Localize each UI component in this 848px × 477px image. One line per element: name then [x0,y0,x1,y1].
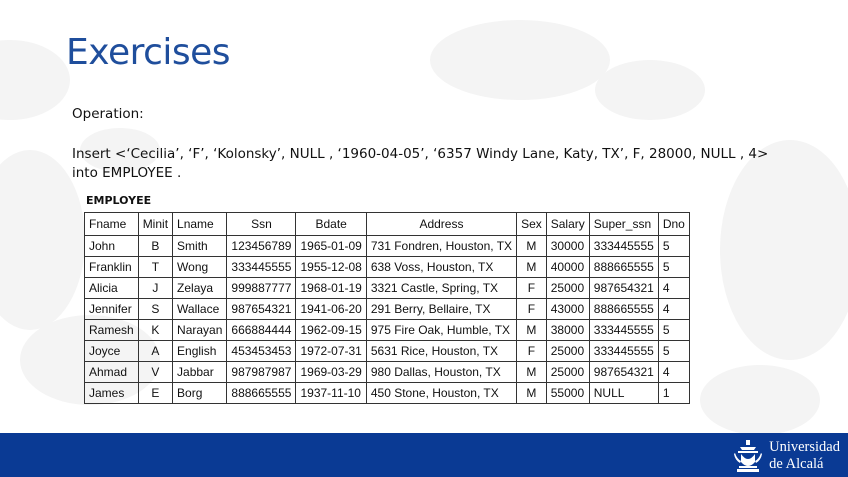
cell-ssn: 987987987 [227,362,296,383]
cell-super-ssn: 987654321 [589,278,658,299]
cell-sex: F [517,278,547,299]
cell-super-ssn: 987654321 [589,362,658,383]
cell-super-ssn: 888665555 [589,257,658,278]
cell-salary: 25000 [546,341,589,362]
cell-address: 980 Dallas, Houston, TX [366,362,516,383]
footer-bar [0,433,848,477]
cell-minit: J [138,278,172,299]
cell-minit: V [138,362,172,383]
cell-salary: 25000 [546,278,589,299]
university-name [769,439,840,473]
table-header-row [85,213,690,236]
column-header-bdate: Bdate [296,213,366,236]
table-row [85,278,690,299]
cell-fname: John [85,236,139,257]
cell-super-ssn: 333445555 [589,341,658,362]
cell-salary: 25000 [546,362,589,383]
cell-dno: 4 [658,278,689,299]
cell-dno: 5 [658,236,689,257]
cell-sex: M [517,320,547,341]
cell-ssn: 666884444 [227,320,296,341]
column-header-dno: Dno [658,213,689,236]
university-crest-icon [733,439,763,473]
slide-title: Exercises [66,32,231,73]
cell-bdate: 1962-09-15 [296,320,366,341]
cell-sex: M [517,362,547,383]
cell-dno: 5 [658,320,689,341]
column-header-salary: Salary [546,213,589,236]
cell-lname: Narayan [173,320,227,341]
cell-lname: Wallace [173,299,227,320]
table-row [85,257,690,278]
cell-ssn: 888665555 [227,383,296,404]
table-row [85,299,690,320]
cell-super-ssn: NULL [589,383,658,404]
column-header-fname: Fname [85,213,139,236]
cell-ssn: 453453453 [227,341,296,362]
column-header-sex: Sex [517,213,547,236]
cell-ssn: 123456789 [227,236,296,257]
column-header-lname: Lname [173,213,227,236]
cell-lname: Jabbar [173,362,227,383]
cell-salary: 43000 [546,299,589,320]
cell-lname: Zelaya [173,278,227,299]
cell-address: 450 Stone, Houston, TX [366,383,516,404]
cell-salary: 30000 [546,236,589,257]
cell-salary: 38000 [546,320,589,341]
table-row [85,236,690,257]
cell-super-ssn: 333445555 [589,236,658,257]
cell-dno: 5 [658,257,689,278]
cell-fname: Jennifer [85,299,139,320]
cell-sex: M [517,236,547,257]
cell-salary: 55000 [546,383,589,404]
cell-super-ssn: 333445555 [589,320,658,341]
cell-sex: M [517,257,547,278]
cell-ssn: 999887777 [227,278,296,299]
table-row [85,383,690,404]
cell-sex: F [517,299,547,320]
university-logo [733,439,840,473]
cell-fname: Ahmad [85,362,139,383]
cell-address: 638 Voss, Houston, TX [366,257,516,278]
cell-lname: Smith [173,236,227,257]
column-header-address: Address [366,213,516,236]
cell-minit: K [138,320,172,341]
cell-bdate: 1968-01-19 [296,278,366,299]
cell-bdate: 1965-01-09 [296,236,366,257]
cell-address: 975 Fire Oak, Humble, TX [366,320,516,341]
cell-address: 731 Fondren, Houston, TX [366,236,516,257]
cell-minit: S [138,299,172,320]
operation-text: Insert <‘Cecilia’, ‘F’, ‘Kolonsky’, NULL , ‘1960-04-05’, ‘6357 Windy Lane, Katy, TX’, F, 28000, NULL , 4> into EMPLOYEE . [72,146,769,181]
cell-ssn: 987654321 [227,299,296,320]
cell-super-ssn: 888665555 [589,299,658,320]
table-row [85,341,690,362]
logo-line-2: de Alcalá [769,456,824,472]
cell-ssn: 333445555 [227,257,296,278]
cell-bdate: 1941-06-20 [296,299,366,320]
cell-dno: 4 [658,362,689,383]
table-row [85,362,690,383]
employee-table [84,212,690,404]
cell-minit: T [138,257,172,278]
column-header-ssn: Ssn [227,213,296,236]
cell-sex: M [517,383,547,404]
cell-lname: English [173,341,227,362]
cell-fname: Franklin [85,257,139,278]
cell-lname: Borg [173,383,227,404]
cell-fname: James [85,383,139,404]
table-caption: EMPLOYEE [86,194,152,207]
cell-address: 291 Berry, Bellaire, TX [366,299,516,320]
cell-dno: 4 [658,299,689,320]
cell-minit: A [138,341,172,362]
cell-sex: F [517,341,547,362]
logo-line-1: Universidad [769,439,840,455]
cell-lname: Wong [173,257,227,278]
cell-bdate: 1955-12-08 [296,257,366,278]
operation-label: Operation: [72,106,144,122]
cell-minit: E [138,383,172,404]
cell-dno: 1 [658,383,689,404]
cell-bdate: 1972-07-31 [296,341,366,362]
cell-bdate: 1969-03-29 [296,362,366,383]
column-header-minit: Minit [138,213,172,236]
cell-minit: B [138,236,172,257]
cell-dno: 5 [658,341,689,362]
cell-fname: Joyce [85,341,139,362]
table-row [85,320,690,341]
cell-bdate: 1937-11-10 [296,383,366,404]
cell-address: 3321 Castle, Spring, TX [366,278,516,299]
cell-fname: Alicia [85,278,139,299]
cell-address: 5631 Rice, Houston, TX [366,341,516,362]
column-header-super-ssn: Super_ssn [589,213,658,236]
cell-salary: 40000 [546,257,589,278]
cell-fname: Ramesh [85,320,139,341]
